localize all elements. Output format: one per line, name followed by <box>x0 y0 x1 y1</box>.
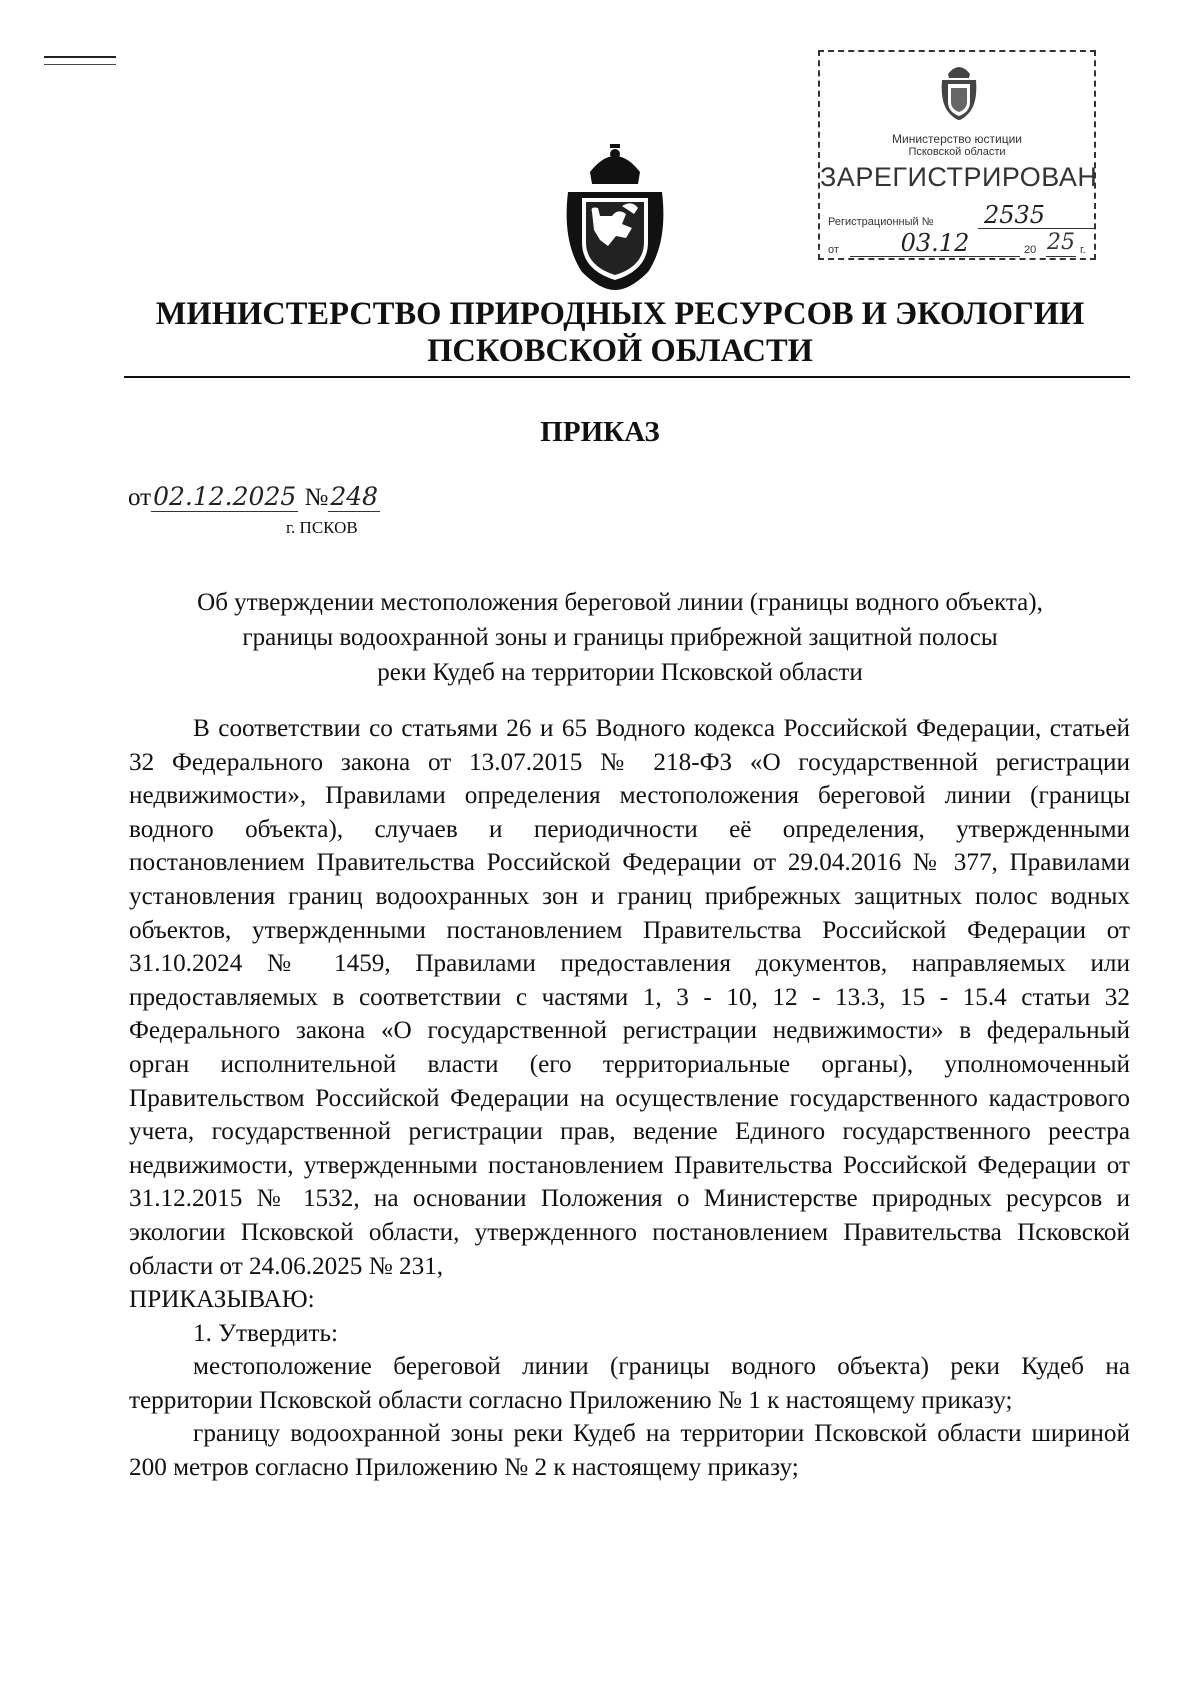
ministry-name-line2: ПСКОВСКОЙ ОБЛАСТИ <box>427 333 813 369</box>
preamble-paragraph: В соответствии со статьями 26 и 65 Водного кодекса Российской Федерации, статьей 32 Федерального закона от 13.07.2015 № 218-ФЗ «О государственной регистрации недвижимости», Правилами определения местоположения береговой линии (границы водного объекта), случаев и периодичности её определения, утвержденными постановлением Правительства Российской Федерации от 29.04.2016 № 377, Правилами установления границ водоохранных зон и границ прибрежных защитных полос водных объектов, утвержденными постановлением Правительства Российской Федерации от 31.10.2024 № 1459, Правилами предоставления документов, направляемых или предоставляемых в соответствии с частями 1, 3 - 10, 12 - 13.3, 15 - 15.4 статьи 32 Федерального закона «О государственной регистрации недвижимости» в федеральный орган исполнительной власти (его территориальные органы), уполномоченный Правительством Российской Федерации на осуществление государственного кадастрового учета, государственной регистрации прав, ведение Единого государственного реестра недвижимости, утвержденными постановлением Правительства Российской Федерации от 31.12.2015 № 1532, на основании Положения о Министерстве природных ресурсов и экологии Псковской области, утвержденного постановлением Правительства Псковской области от 24.06.2025 № 231, <box>129 715 1130 1280</box>
stamp-year-prefix: 20 <box>1024 244 1037 256</box>
subject-line2: границы водоохранной зоны и границы прибрежной защитной полосы <box>242 624 998 651</box>
order-city: г. ПСКОВ <box>286 518 358 537</box>
stamp-reg-label: Регистрационный № <box>828 216 934 228</box>
header-divider <box>124 376 1130 378</box>
order-from-label: от <box>128 484 152 511</box>
stamp-year-mark: г. <box>1080 244 1086 256</box>
registration-stamp <box>818 50 1096 260</box>
order-word: ПРИКАЗЫВАЮ: <box>129 1286 315 1314</box>
stamp-date-value: 03.12 <box>850 230 1020 257</box>
item-1: 1. Утвердить: <box>193 1319 339 1347</box>
subject-line3: реки Кудеб на территории Псковской области <box>377 659 863 686</box>
stamp-date <box>828 229 1088 260</box>
order-date-number <box>128 482 380 512</box>
order-date: 02.12.2025 <box>153 482 297 511</box>
item-1b: границу водоохранной зоны реки Кудеб на территории Псковской области шириной 200 метров согласно Приложению № 2 к настоящему приказу; <box>129 1420 1130 1482</box>
document-body <box>129 712 1130 1485</box>
stamp-year-value: 25 <box>1047 230 1075 255</box>
order-number-label: № <box>304 484 329 511</box>
stamp-emblem-icon <box>938 60 980 122</box>
ministry-name <box>100 296 1140 370</box>
document-subject <box>100 585 1140 690</box>
stamp-reg-value: 2535 <box>978 202 1094 229</box>
document-type: ПРИКАЗ <box>540 416 660 448</box>
stamp-region-line: Псковской области <box>908 146 1006 158</box>
item-1a: местоположение береговой линии (границы водного объекта) реки Кудеб на территории Псковской области согласно Приложению № 1 к настоящему приказу; <box>129 1353 1130 1414</box>
stamp-ministry-line: Министерство юстиции <box>892 132 1022 146</box>
ministry-name-line1: МИНИСТЕРСТВО ПРИРОДНЫХ РЕСУРСОВ И ЭКОЛОГИИ <box>155 296 1085 332</box>
stamp-title: ЗАРЕГИСТРИРОВАН <box>820 162 1098 192</box>
scan-artifact <box>44 56 116 65</box>
stamp-date-label: от <box>828 244 839 256</box>
coat-of-arms-icon <box>560 142 670 292</box>
order-number: 248 <box>330 482 379 511</box>
subject-line1: Об утверждении местоположения береговой линии (границы водного объекта), <box>197 589 1043 616</box>
